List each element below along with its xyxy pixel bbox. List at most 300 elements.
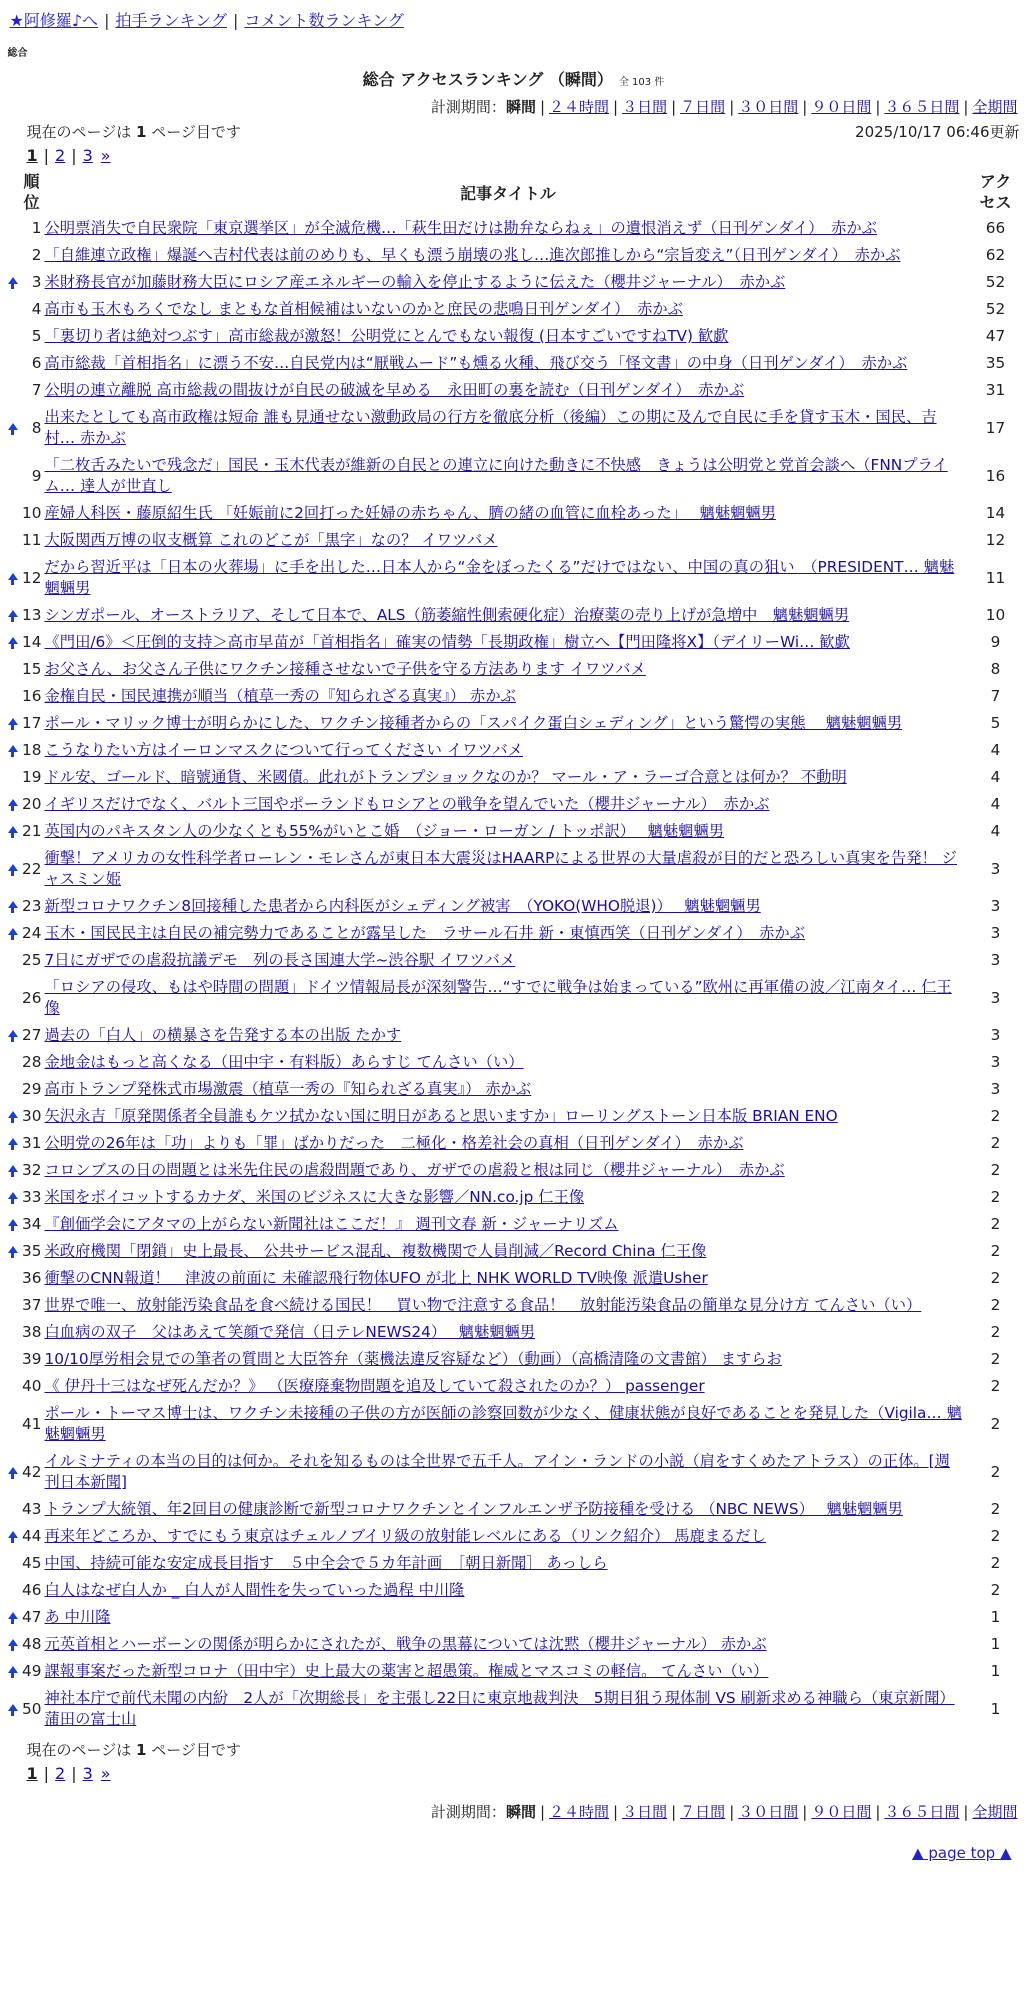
article-title-cell (45, 377, 972, 404)
article-link[interactable]: あ 中川隆 (44, 1608, 111, 1626)
article-title-cell (45, 1184, 972, 1211)
rank-up-arrow-icon (8, 1138, 18, 1145)
rank-up-arrow-icon (8, 610, 18, 617)
article-title-cell (45, 974, 972, 1022)
access-count: 3 (990, 1053, 1001, 1071)
period-current: 瞬間 (505, 98, 536, 116)
article-title-cell (45, 1658, 972, 1685)
rank-number: 42 (22, 1462, 42, 1481)
rank-arrow-cell (8, 377, 18, 404)
rank-number: 3 (31, 273, 42, 291)
rank-arrow-cell (8, 1103, 18, 1130)
rank-arrow-cell (8, 1496, 18, 1523)
page-suffix: ページ目です (151, 1741, 241, 1759)
rank-arrow-cell (8, 1523, 18, 1550)
rank-up-arrow-icon (8, 864, 18, 871)
article-link[interactable]: 元英首相とハーボーンの関係が明らかにされたが、戦争の黒幕については沈黙（櫻井ジャーナル） 赤かぶ (44, 1635, 767, 1653)
page-number: 1 (135, 123, 147, 141)
table-row (8, 1184, 1020, 1211)
article-title-cell (45, 737, 972, 764)
period-current: 瞬間 (505, 1803, 536, 1821)
table-row (8, 377, 1020, 404)
article-title-cell (45, 242, 972, 269)
article-link[interactable]: 「裏切り者は絶対つぶす」高市総裁が激怒！公明党にとんでもない報復 (日本すごいですねTV) 歓歔 (44, 327, 729, 345)
article-link[interactable]: 「ロシアの侵攻、もはや時間の問題」ドイツ情報局長が深刻警告…“すでに戦争は始まっている”欧州に再軍備の波／江南タイ… 仁王像 (44, 978, 952, 1017)
access-count: 2 (990, 1554, 1001, 1572)
table-row (8, 1496, 1020, 1523)
rank-number: 26 (22, 988, 42, 1007)
rank-arrow-cell (8, 1577, 18, 1604)
article-title-cell (45, 452, 972, 500)
access-count: 7 (990, 687, 1001, 705)
article-link[interactable]: 英国内のパキスタン人の少なくとも55%がいとこ婚 （ジョー・ローガン / トッポ訳） 魑魅魍魎男 (44, 822, 725, 840)
article-title-cell (45, 893, 972, 920)
table-row (8, 1658, 1020, 1685)
article-title-cell (45, 818, 972, 845)
rank-arrow-cell (8, 1184, 18, 1211)
rank-up-arrow-icon (8, 718, 18, 725)
rank-number: 36 (22, 1269, 42, 1287)
table-row (8, 1292, 1020, 1319)
article-link[interactable]: 産婦人科医・藤原紹生氏 「妊娠前に2回打った妊婦の赤ちゃん、臍の緒の血管に血栓あった」 魑魅魍魎男 (44, 504, 777, 522)
article-link[interactable]: 高市総裁「首相指名」に漂う不安…自民党内は“厭戦ムード”も燻る火種、飛び交う「怪文書」の中身（日刊ゲンダイ） 赤かぶ (44, 354, 908, 372)
article-title-cell (45, 1550, 972, 1577)
rank-number: 13 (22, 606, 42, 624)
article-link[interactable]: 中国、持続可能な安定成長目指す ５中全会で５カ年計画 ［朝日新聞］ あっしら (44, 1554, 608, 1572)
table-row (8, 500, 1020, 527)
pager-next[interactable]: » (100, 1764, 111, 1783)
article-title-cell (45, 1496, 972, 1523)
access-count: 1 (990, 1662, 1001, 1680)
rank-up-arrow-icon (8, 1531, 18, 1538)
article-link[interactable]: だから習近平は「日本の火葬場」に手を出した…日本人から“金をぼったくる”だけではない、中国の真の狙い （PRESIDENT… 魑魅魍魎男 (44, 558, 955, 597)
article-title-cell (45, 215, 972, 242)
rank-number: 12 (22, 568, 42, 587)
rank-number: 22 (22, 859, 42, 878)
table-row (8, 1319, 1020, 1346)
table-row (8, 1400, 1020, 1448)
table-row (8, 1685, 1020, 1733)
pagination (8, 146, 1020, 165)
current-page-text (27, 121, 241, 142)
rank-number: 45 (22, 1554, 42, 1572)
article-link[interactable]: イルミナティの本当の目的は何か。それを知るものは全世界で五千人。アイン・ランドの小説（肩をすくめたアトラス）の正体。[週刊日本新聞] (44, 1452, 950, 1491)
article-title-cell (45, 1238, 972, 1265)
pager-page-2[interactable]: 2 (55, 1764, 66, 1783)
access-count: 2 (990, 1350, 1001, 1368)
rank-arrow-cell (8, 1604, 18, 1631)
article-title-cell (45, 404, 972, 452)
ranking-heading (8, 67, 1020, 90)
rank-number: 7 (31, 381, 42, 399)
rank-up-arrow-icon (8, 745, 18, 752)
rank-up-arrow-icon (8, 901, 18, 908)
rank-arrow-cell (8, 1211, 18, 1238)
table-row (8, 1238, 1020, 1265)
article-title-cell (45, 1604, 972, 1631)
rank-arrow-cell (8, 269, 18, 296)
rank-arrow-cell (8, 1157, 18, 1184)
table-row (8, 818, 1020, 845)
access-count: 1 (990, 1635, 1001, 1653)
period-link-1[interactable]: ３日間 (622, 1803, 668, 1821)
access-count: 2 (990, 1161, 1001, 1179)
article-link[interactable]: 「二枚舌みたいで残念だ」国民・玉木代表が維新の自民との連立に向けた動きに不快感 きょうは公明党と党首会談へ（FNNプライム… 達人が世直し (44, 456, 948, 495)
article-link[interactable]: ポール・マリック博士が明らかにした、ワクチン接種者からの「スパイク蛋白シェディング」という驚愕の実態 魑魅魍魎男 (44, 714, 903, 732)
access-count: 16 (985, 466, 1006, 485)
rank-number: 46 (22, 1581, 42, 1599)
article-link[interactable]: 神社本庁で前代未聞の内紛 2人が「次期総長」を主張し22日に東京地裁判決 5期目狙う現体制 VS 刷新求める神職ら（東京新聞） 蒲田の富士山 (44, 1689, 955, 1728)
table-row (8, 1157, 1020, 1184)
article-title-cell (45, 296, 972, 323)
period-link-0[interactable]: ２４時間 (549, 98, 610, 116)
table-row (8, 1448, 1020, 1496)
period-separator: | (802, 1803, 808, 1821)
article-title-cell (45, 791, 972, 818)
article-link[interactable]: 《門田/6》＜圧倒的支持＞高市早苗が「首相指名」確実の情勢「長期政権」樹立へ【門田隆将X】（デイリーWi… 歓歔 (44, 633, 850, 651)
access-count: 3 (990, 897, 1001, 915)
table-row (8, 1265, 1020, 1292)
article-link[interactable]: 金地金はもっと高くなる（田中宇・有料版）あらすじ てんさい（い） (44, 1053, 524, 1071)
comment-ranking-link[interactable]: コメント数ランキング (244, 11, 404, 30)
access-count: 4 (990, 822, 1001, 840)
table-row (8, 893, 1020, 920)
access-count: 3 (990, 859, 1001, 878)
article-title-cell (45, 947, 972, 974)
rank-up-arrow-icon (8, 573, 18, 580)
rank-arrow-cell (8, 1346, 18, 1373)
access-count: 2 (990, 1134, 1001, 1152)
table-row (8, 1076, 1020, 1103)
pagination-bottom (8, 1764, 1020, 1783)
pager-page-2[interactable]: 2 (55, 146, 66, 165)
article-title-cell (45, 1631, 972, 1658)
table-row (8, 269, 1020, 296)
article-title-cell (45, 1448, 972, 1496)
article-title-cell (45, 323, 972, 350)
article-link[interactable]: お父さん、お父さん子供にワクチン接種させないで子供を守る方法あります イワツバメ (44, 660, 646, 678)
rank-arrow-cell (8, 1319, 18, 1346)
article-link[interactable]: 公明党の26年は「功」よりも「罪」ばかりだった 二極化・格差社会の真相（日刊ゲンダイ） 赤かぶ (44, 1134, 744, 1152)
access-count: 4 (990, 741, 1001, 759)
access-count: 52 (985, 300, 1006, 318)
page-top-link[interactable]: ▲ page top ▲ (912, 1844, 1012, 1862)
ranking-title: 総合 アクセスランキング （瞬間） (362, 70, 613, 89)
table-row (8, 602, 1020, 629)
access-count: 2 (990, 1581, 1001, 1599)
access-count: 2 (990, 1323, 1001, 1341)
article-title-cell (45, 500, 972, 527)
rank-up-arrow-icon (8, 799, 18, 806)
table-row (8, 1130, 1020, 1157)
article-link[interactable]: 高市トランプ発株式市場激震（植草一秀の『知られざる真実』） 赤かぶ (44, 1080, 532, 1098)
nav-separator: | (232, 11, 239, 30)
article-link[interactable]: シンガポール、オーストラリア、そして日本で、ALS（筋萎縮性側索硬化症）治療薬の売り上げが急増中 魑魅魍魎男 (44, 606, 850, 624)
period-separator: | (671, 98, 677, 116)
article-link[interactable]: 白血病の双子 父はあえて笑顔で発信（日テレNEWS24） 魑魅魍魎男 (44, 1323, 536, 1341)
rank-arrow-cell (8, 974, 18, 1022)
access-column-label: アクセス (979, 172, 1012, 212)
period-link-3[interactable]: ３０日間 (738, 98, 799, 116)
access-count: 2 (990, 1414, 1001, 1433)
rank-number: 32 (22, 1161, 42, 1179)
rank-up-arrow-icon (8, 1219, 18, 1226)
article-title-cell (45, 1346, 972, 1373)
article-title-cell (45, 683, 972, 710)
rank-arrow-cell (8, 920, 18, 947)
period-link-2[interactable]: ７日間 (680, 1803, 726, 1821)
article-link[interactable]: 新型コロナワクチン8回接種した患者から内科医がシェディング被害 （YOKO(WHO脱退)） 魑魅魍魎男 (44, 897, 761, 915)
rank-arrow-cell (8, 1448, 18, 1496)
article-link[interactable]: 7日にガザでの虐殺抗議デモ 列の長さ国連大学~渋谷駅 イワツバメ (44, 951, 516, 969)
status-line (8, 121, 1020, 142)
rank-number: 2 (31, 246, 42, 264)
rank-arrow-cell (8, 1550, 18, 1577)
article-title-cell (45, 1157, 972, 1184)
period-separator: | (613, 98, 619, 116)
ranking-table (8, 169, 1020, 1733)
table-row (8, 1373, 1020, 1400)
rank-arrow-cell (8, 656, 18, 683)
period-label: 計測期間： (430, 98, 506, 116)
article-link[interactable]: 「自維連立政権」爆誕へ吉村代表は前のめりも、早くも漂う崩壊の兆し…進次郎推しから“宗旨変え”（日刊ゲンダイ） 赤かぶ (44, 246, 901, 264)
article-link[interactable]: こうなりたい方はイーロンマスクについて行ってください イワツバメ (44, 741, 523, 759)
article-title-cell (45, 1049, 972, 1076)
article-link[interactable]: 米国をボイコットするカナダ、米国のビジネスに大きな影響／NN.co.jp 仁王像 (44, 1188, 585, 1206)
total-count: 全 103 件 (618, 77, 665, 88)
access-count: 47 (985, 327, 1006, 345)
updated-timestamp: 2025/10/17 06:46更新 (855, 123, 1020, 141)
article-link[interactable]: 米政府機関「閉鎖」史上最長、 公共サービス混乱、複数機関で人員削減／Record China 仁王像 (44, 1242, 707, 1260)
clap-ranking-link[interactable]: 拍手ランキング (115, 11, 227, 30)
rank-arrow-cell (8, 1685, 18, 1733)
pager-separator: | (71, 146, 77, 165)
period-separator: | (539, 98, 546, 116)
rank-up-arrow-icon (8, 928, 18, 935)
article-link[interactable]: 大阪関西万博の収支概算 これのどこが「黒字」なの？ イワツバメ (44, 531, 498, 549)
article-title-cell (45, 920, 972, 947)
rank-arrow-cell (8, 1238, 18, 1265)
rank-arrow-cell (8, 629, 18, 656)
period-link-0[interactable]: ２４時間 (549, 1803, 610, 1821)
period-separator: | (613, 1803, 619, 1821)
rank-number: 24 (22, 924, 42, 942)
period-link-5[interactable]: ３６５日間 (884, 1803, 960, 1821)
article-title-cell (45, 602, 972, 629)
article-link[interactable]: 米財務長官が加藤財務大臣にロシア産エネルギーの輸入を停止するように伝えた（櫻井ジャーナル） 赤かぶ (44, 273, 786, 291)
article-link[interactable]: 出来たとしても高市政権は短命 誰も見通せない激動政局の行方を徹底分析（後編）この期に及んで自民に手を貸す玉木・国民、吉村… 赤かぶ (44, 408, 937, 447)
rank-up-arrow-icon (8, 637, 18, 644)
period-separator: | (963, 1803, 969, 1821)
table-row (8, 350, 1020, 377)
period-separator: | (875, 98, 881, 116)
rank-arrow-cell (8, 602, 18, 629)
access-count: 2 (990, 1462, 1001, 1481)
rank-arrow-cell (8, 1130, 18, 1157)
article-title-cell (45, 1373, 972, 1400)
article-link[interactable]: 過去の「白人」の横暴さを告発する本の出版 たかす (44, 1026, 402, 1044)
access-count: 1 (990, 1699, 1001, 1718)
rank-arrow-cell (8, 1022, 18, 1049)
article-link[interactable]: コロンブスの日の問題とは米先住民の虐殺問題であり、ガザでの虐殺と根は同じ（櫻井ジャーナル） 赤かぶ (44, 1161, 785, 1179)
rank-up-arrow-icon (8, 1467, 18, 1474)
article-link[interactable]: 公明の連立離脱 高市総裁の間抜けが自民の破滅を早める 永田町の裏を読む（日刊ゲンダイ） 赤かぶ (44, 381, 745, 399)
period-label: 計測期間： (430, 1803, 506, 1821)
rank-arrow-cell (8, 737, 18, 764)
page (8, 0, 1020, 1862)
article-link[interactable]: 世界で唯一、放射能汚染食品を食べ続ける国民！ 買い物で注意する食品！ 放射能汚染食品の簡単な見分け方 てんさい（い） (44, 1296, 922, 1314)
period-link-3[interactable]: ３０日間 (738, 1803, 799, 1821)
access-count: 5 (990, 714, 1001, 732)
rank-arrow-cell (8, 554, 18, 602)
rank-arrow-cell (8, 404, 18, 452)
rank-number: 31 (22, 1134, 42, 1152)
rank-up-arrow-icon (8, 277, 18, 284)
table-row (8, 323, 1020, 350)
article-link[interactable]: ポール・トーマス博士は、ワクチン未接種の子供の方が医師の診察回数が少なく、健康状態が良好であることを発見した（Vigila… 魑魅魍魎男 (44, 1404, 962, 1443)
rank-arrow-cell (8, 452, 18, 500)
period-link-6[interactable]: 全期間 (972, 1803, 1018, 1821)
access-count: 3 (990, 1026, 1001, 1044)
article-link[interactable]: 矢沢永吉「原発関係者全員誰もケツ拭かない国に明日があると思いますか」ローリングストーン日本版 BRIAN ENO (44, 1107, 838, 1125)
article-link[interactable]: 衝撃のCNN報道！ 津波の前面に 未確認飛行物体UFO が北上 NHK WORLD TV映像 派遣Usher (44, 1269, 708, 1287)
pager-page-3[interactable]: 3 (82, 1764, 93, 1783)
rank-arrow-cell (8, 500, 18, 527)
rank-column-label: 順位 (23, 172, 40, 212)
rank-up-arrow-icon (8, 1165, 18, 1172)
period-link-5[interactable]: ３６５日間 (884, 98, 960, 116)
article-link[interactable]: イギリスだけでなく、バルト三国やポーランドもロシアとの戦争を望んでいた（櫻井ジャーナル） 赤かぶ (44, 795, 770, 813)
access-count: 2 (990, 1107, 1001, 1125)
period-link-4[interactable]: ９０日間 (811, 1803, 872, 1821)
article-link[interactable]: 『創価学会にアタマの上がらない新聞社はここだ！』 週刊文春 新・ジャーナリズム (44, 1215, 619, 1233)
article-link[interactable]: 再来年どころか、すでにもう東京はチェルノブイリ級の放射能レベルにある（リンク紹介） 馬鹿まるだし (44, 1527, 767, 1545)
rank-number: 48 (22, 1635, 42, 1653)
rank-up-arrow-icon (8, 1246, 18, 1253)
article-link[interactable]: 《 伊丹十三はなぜ死んだか？》 （医療廃棄物問題を追及していて殺されたのか？） passenger (44, 1377, 705, 1395)
rank-arrow-cell (8, 296, 18, 323)
article-title-cell (45, 1577, 972, 1604)
table-row (8, 947, 1020, 974)
rank-number: 35 (22, 1242, 42, 1260)
table-row (8, 1523, 1020, 1550)
article-title-cell (45, 1400, 972, 1448)
table-row (8, 296, 1020, 323)
article-title-cell (45, 1076, 972, 1103)
access-count: 31 (985, 381, 1006, 399)
table-row (8, 764, 1020, 791)
rank-up-arrow-icon (8, 1666, 18, 1673)
rank-number: 30 (22, 1107, 42, 1125)
article-title-cell (45, 1265, 972, 1292)
access-count: 2 (990, 1188, 1001, 1206)
access-count: 4 (990, 768, 1001, 786)
rank-arrow-cell (8, 242, 18, 269)
rank-number: 29 (22, 1080, 42, 1098)
table-row (8, 215, 1020, 242)
rank-number: 40 (22, 1377, 42, 1395)
access-count: 12 (985, 531, 1006, 549)
period-link-4[interactable]: ９０日間 (811, 98, 872, 116)
rank-up-arrow-icon (8, 1612, 18, 1619)
rank-number: 14 (22, 633, 42, 651)
access-count: 2 (990, 1377, 1001, 1395)
page-number: 1 (135, 1741, 147, 1759)
access-count: 8 (990, 660, 1001, 678)
access-count: 2 (990, 1500, 1001, 1518)
rank-number: 33 (22, 1188, 42, 1206)
article-link[interactable]: 玉木・国民民主は自民の補完勢力であることが露呈した ラサール石井 新・東慎西笑（日刊ゲンダイ） 赤かぶ (44, 924, 806, 942)
top-nav (8, 10, 1020, 32)
rank-arrow-cell (8, 893, 18, 920)
rank-number: 39 (22, 1350, 42, 1368)
page-top-wrap (8, 1844, 1020, 1862)
access-count: 35 (985, 354, 1006, 372)
rank-number: 38 (22, 1323, 42, 1341)
rank-arrow-cell (8, 323, 18, 350)
title-column-header: 記事タイトル (460, 183, 556, 203)
pager-next[interactable]: » (100, 146, 111, 165)
access-count: 2 (990, 1242, 1001, 1260)
table-header-row (8, 169, 1020, 215)
rank-arrow-cell (8, 710, 18, 737)
article-title-cell (45, 1130, 972, 1157)
table-row (8, 554, 1020, 602)
article-title-cell (45, 1211, 972, 1238)
article-link[interactable]: 白人はなぜ白人か _ 白人が人間性を失っていった過程 中川隆 (44, 1581, 465, 1599)
article-title-cell (45, 350, 972, 377)
page-suffix: ページ目です (151, 123, 241, 141)
table-row (8, 974, 1020, 1022)
pager-page-3[interactable]: 3 (82, 146, 93, 165)
article-title-cell (45, 527, 972, 554)
table-row (8, 527, 1020, 554)
rank-number: 49 (22, 1662, 42, 1680)
article-link[interactable]: 10/10厚労相会見での筆者の質問と大臣答弁（薬機法違反容疑など）（動画）（高橋清隆の文書館） ますらお (44, 1350, 782, 1368)
article-title-cell (45, 1292, 972, 1319)
period-selector (8, 96, 1020, 117)
nav-separator: | (104, 11, 110, 30)
article-link[interactable]: 金権自民・国民連携が順当（植草一秀の『知られざる真実』） 赤かぶ (44, 687, 516, 705)
article-title-cell (45, 629, 972, 656)
rank-arrow-cell (8, 818, 18, 845)
table-row (8, 1022, 1020, 1049)
table-row (8, 1211, 1020, 1238)
rank-number: 34 (22, 1215, 42, 1233)
article-link[interactable]: 高市も玉木もろくでなし まともな首相候補はいないのかと庶民の悲鳴日刊ゲンダイ） 赤かぶ (44, 300, 683, 318)
article-link[interactable]: トランプ大統領、年2回目の健康診断で新型コロナワクチンとインフルエンザ予防接種を受ける （NBC NEWS） 魑魅魍魎男 (44, 1500, 903, 1518)
rank-number: 44 (22, 1527, 42, 1545)
rank-arrow-cell (8, 1400, 18, 1448)
rank-number: 4 (31, 300, 42, 318)
current-page-text-bottom (27, 1739, 241, 1760)
article-link[interactable]: 公明票消失で自民衆院「東京選挙区」が全滅危機…「萩生田だけは勘弁ならねぇ」の遺恨消えず（日刊ゲンダイ） 赤かぶ (44, 219, 877, 237)
period-link-6[interactable]: 全期間 (972, 98, 1018, 116)
period-link-1[interactable]: ３日間 (622, 98, 668, 116)
rank-number: 41 (22, 1414, 42, 1433)
table-row (8, 629, 1020, 656)
period-link-2[interactable]: ７日間 (680, 98, 726, 116)
table-row (8, 1049, 1020, 1076)
article-link[interactable]: 課報事案だった新型コロナ（田中宇）史上最大の薬害と超愚策。権威とマスコミの軽信。 てんさい（い） (44, 1662, 769, 1680)
rank-arrow-cell (8, 1631, 18, 1658)
rank-up-arrow-icon (8, 826, 18, 833)
article-link[interactable]: 衝撃！アメリカの女性科学者ローレン・モレさんが東日本大震災はHAARPによる世界の大量虐殺が目的だと恐ろしい真実を告発！ ジャスミン姫 (44, 849, 957, 888)
article-link[interactable]: ドル安、ゴールド、暗號通貨、米國債。此れがトランプショックなのか？ マール・ア・ラーゴ合意とは何か？ 不動明 (44, 768, 847, 786)
table-row (8, 1577, 1020, 1604)
home-link[interactable]: ★阿修羅♪へ (9, 11, 99, 30)
ranking-rows (8, 215, 1020, 1733)
